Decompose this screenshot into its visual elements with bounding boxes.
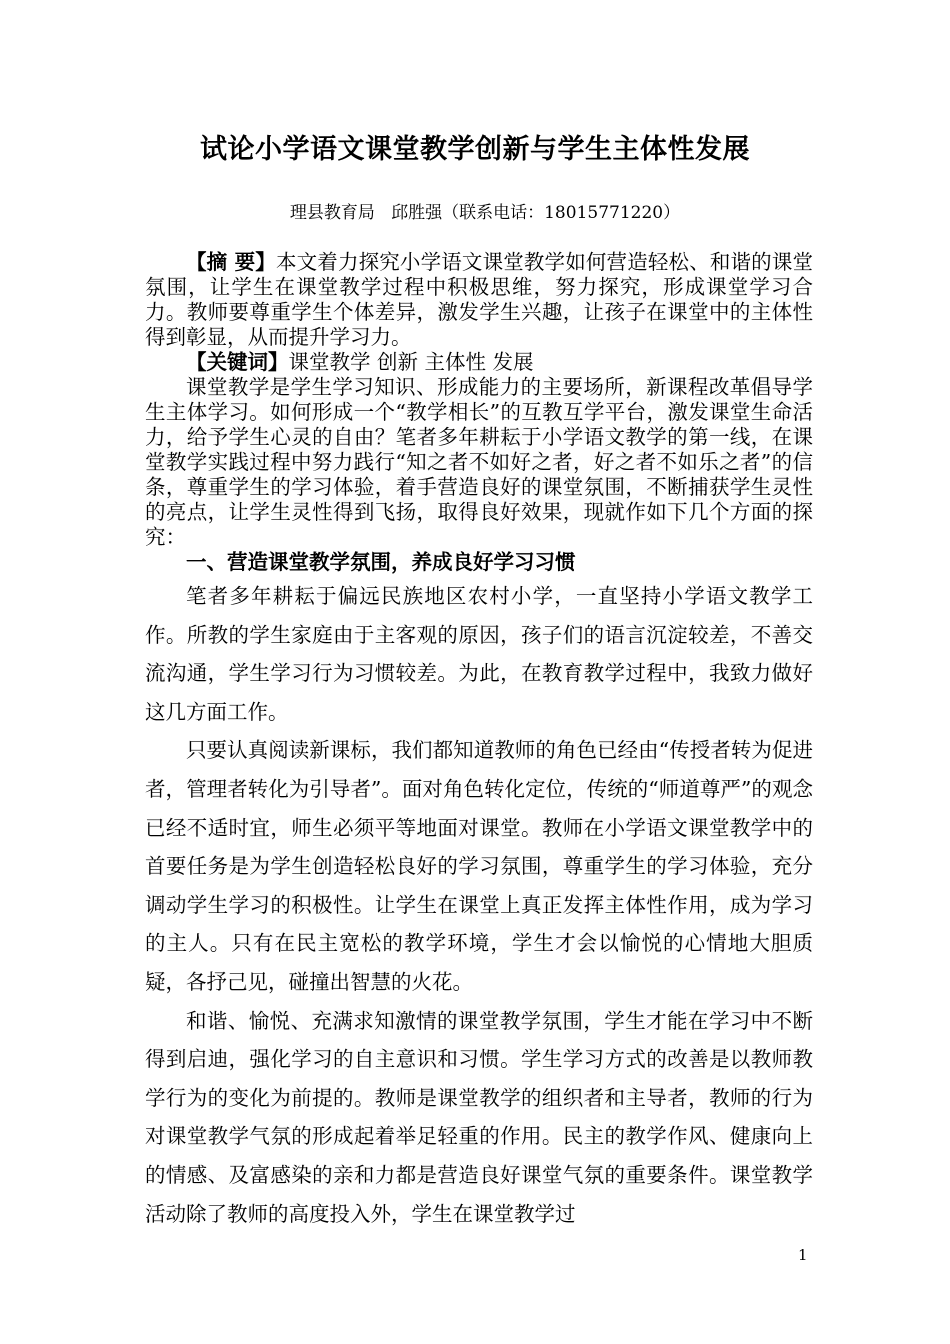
abstract-label: 【摘 要】 <box>186 250 276 274</box>
document-title: 试论小学语文课堂教学创新与学生主体性发展 <box>200 134 750 165</box>
intro-paragraph: 课堂教学是学生学习知识、形成能力的主要场所，新课程改革倡导学生主体学习。如何形成一个“教学相长”的互教互学平台，激发课堂生命活力，给予学生心灵的自由？笔者多年耕耘于小学语文教学的第一线，在课堂教学实践过程中努力践行“知之者不如好之者，好之者不如乐之者”的信条，尊重学生的学习体验，着手营造良好的课堂氛围，不断捕获学生灵性的亮点，让学生灵性得到飞扬，取得良好效果，现就作如下几个方面的探究： <box>145 375 813 549</box>
body-text <box>145 577 813 1233</box>
section-heading: 一、营造课堂教学氛围，养成良好学习习惯 <box>186 550 576 574</box>
body-paragraph: 笔者多年耕耘于偏远民族地区农村小学，一直坚持小学语文教学工作。所教的学生家庭由于主客观的原因，孩子们的语言沉淀较差，不善交流沟通，学生学习行为习惯较差。为此，在教育教学过程中，我致力做好这几方面工作。 <box>145 584 813 724</box>
page-number: 1 <box>798 1246 808 1264</box>
byline-text: 理县教育局 邱胜强（联系电话：18015771220） <box>289 203 681 223</box>
author-byline <box>0 201 950 225</box>
body-paragraph: 只要认真阅读新课标，我们都知道教师的角色已经由“传授者转为促进者，管理者转化为引导者”。面对角色转化定位，传统的“师道尊严”的观念已经不适时宜，师生必须平等地面对课堂。教师在小学语文课堂教学中的首要任务是为学生创造轻松良好的学习氛围，尊重学生的学习体验，充分调动学生学习的积极性。让学生在课堂上真正发挥主体性作用，成为学习的主人。只有在民主宽松的教学环境，学生才会以愉悦的心情地大胆质疑，各抒己见，碰撞出智慧的火花。 <box>145 738 813 994</box>
keywords-paragraph <box>145 350 813 375</box>
keywords-text: 课堂教学 创新 主体性 发展 <box>288 350 534 374</box>
abstract-paragraph <box>145 250 813 350</box>
abstract-text: 本文着力探究小学语文课堂教学如何营造轻松、和谐的课堂氛围，让学生在课堂教学过程中积极思维，努力探究，形成课堂学习合力。教师要尊重学生个体差异，激发学生兴趣，让孩子在课堂中的主体性得到彰显，从而提升学习力。 <box>145 250 814 349</box>
keywords-label: 【关键词】 <box>186 350 289 374</box>
body-paragraph: 和谐、愉悦、充满求知激情的课堂教学氛围，学生才能在学习中不断得到启迪，强化学习的自主意识和习惯。学生学习方式的改善是以教师教学行为的变化为前提的。教师是课堂教学的组织者和主导者，教师的行为对课堂教学气氛的形成起着举足轻重的作用。民主的教学作风、健康向上的情感、及富感染的亲和力都是营造良好课堂气氛的重要条件。课堂教学活动除了教师的高度投入外，学生在课堂教学过 <box>145 1008 813 1226</box>
